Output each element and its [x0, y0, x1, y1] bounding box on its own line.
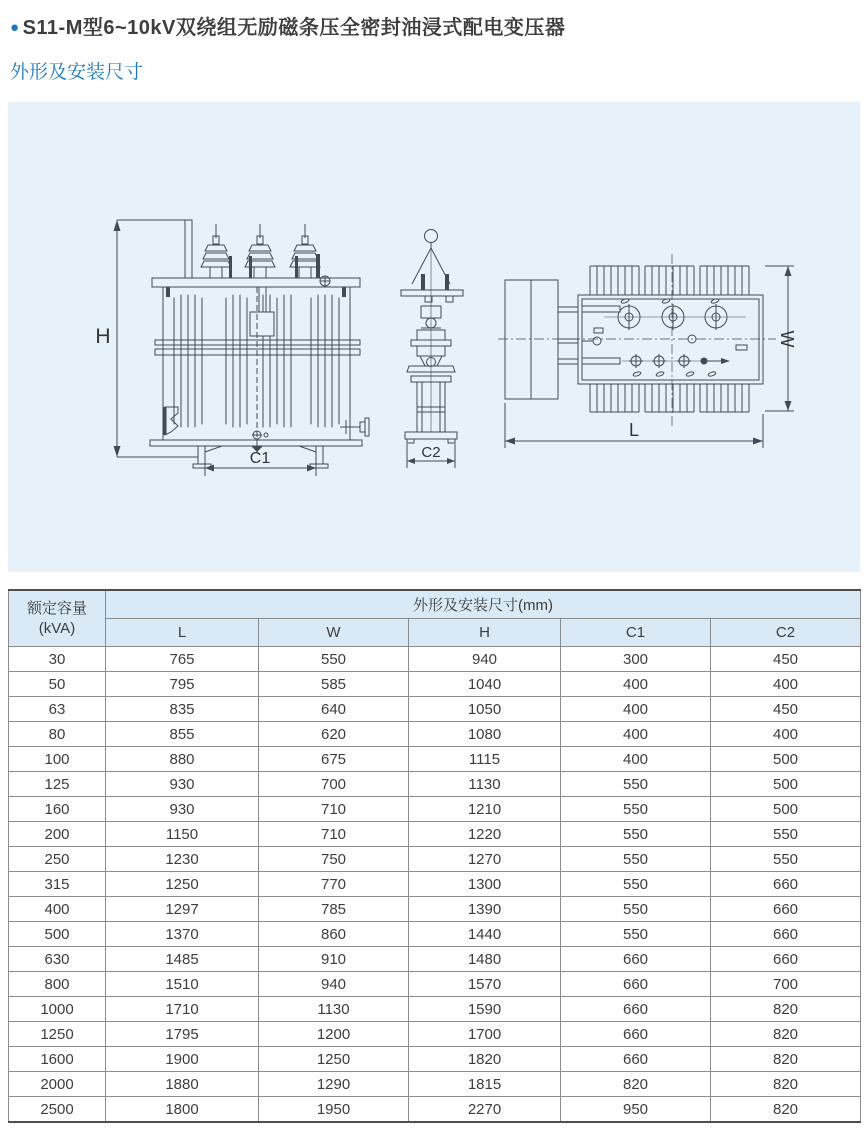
- table-row: [9, 997, 861, 1022]
- table-row: [9, 822, 861, 847]
- table-row: [9, 1097, 861, 1123]
- side-view-drawing: [401, 230, 463, 469]
- capacity-header: [9, 590, 106, 647]
- dimension-value: 860: [259, 922, 409, 947]
- dim-label-c1: C1: [249, 450, 271, 467]
- dimension-value: 675: [259, 747, 409, 772]
- dimension-value: 820: [711, 997, 861, 1022]
- dimension-value: 400: [561, 722, 711, 747]
- dim-label-c2: C2: [421, 444, 441, 461]
- capacity-value: 800: [9, 972, 106, 997]
- group-header: 外形及安装尺寸(mm): [106, 590, 861, 619]
- dimension-value: 660: [561, 1047, 711, 1072]
- dimension-value: 640: [259, 697, 409, 722]
- dimension-value: 1230: [106, 847, 259, 872]
- dimension-value: 550: [711, 847, 861, 872]
- dimension-value: 1440: [409, 922, 561, 947]
- dimension-value: 1050: [409, 697, 561, 722]
- dimension-value: 930: [106, 797, 259, 822]
- front-view-drawing: [95, 220, 369, 476]
- capacity-value: 125: [9, 772, 106, 797]
- dimension-value: 500: [711, 772, 861, 797]
- dimension-value: 785: [259, 897, 409, 922]
- capacity-value: 400: [9, 897, 106, 922]
- dimension-value: 765: [106, 647, 259, 672]
- dimension-value: 835: [106, 697, 259, 722]
- dimension-value: 1080: [409, 722, 561, 747]
- dimension-value: 1210: [409, 797, 561, 822]
- top-view-drawing: [498, 254, 797, 448]
- capacity-header-unit: (kVA): [38, 619, 76, 637]
- dimension-value: 1300: [409, 872, 561, 897]
- dimension-value: 710: [259, 822, 409, 847]
- dimension-value: 1900: [106, 1047, 259, 1072]
- table-row: [9, 747, 861, 772]
- capacity-value: 630: [9, 947, 106, 972]
- dimension-value: 660: [711, 922, 861, 947]
- dimension-value: 550: [259, 647, 409, 672]
- dimension-value: 820: [711, 1047, 861, 1072]
- dimension-value: 660: [561, 972, 711, 997]
- dimension-value: 400: [561, 747, 711, 772]
- dimension-value: 820: [711, 1097, 861, 1123]
- table-row: [9, 647, 861, 672]
- dimension-value: 940: [259, 972, 409, 997]
- table-row: [9, 972, 861, 997]
- dimension-value: 550: [561, 797, 711, 822]
- dimension-value: 880: [106, 747, 259, 772]
- header-row-1: [9, 590, 861, 619]
- capacity-value: 50: [9, 672, 106, 697]
- capacity-value: 500: [9, 922, 106, 947]
- diagram-panel: [8, 102, 860, 572]
- dimension-value: 400: [561, 672, 711, 697]
- dimension-value: 820: [711, 1022, 861, 1047]
- dimension-value: 1250: [106, 872, 259, 897]
- dimension-value: 1570: [409, 972, 561, 997]
- dimension-value: 950: [561, 1097, 711, 1123]
- dimension-value: 550: [561, 847, 711, 872]
- dimension-value: 1815: [409, 1072, 561, 1097]
- dimension-value: 400: [561, 697, 711, 722]
- dimension-value: 500: [711, 797, 861, 822]
- dimension-value: 940: [409, 647, 561, 672]
- dimension-value: 855: [106, 722, 259, 747]
- dimension-value: 1040: [409, 672, 561, 697]
- dimension-value: 1700: [409, 1022, 561, 1047]
- dimension-value: 1480: [409, 947, 561, 972]
- table-head: [9, 590, 861, 647]
- dimension-value: 660: [561, 997, 711, 1022]
- dimension-value: 1390: [409, 897, 561, 922]
- dimension-value: 700: [259, 772, 409, 797]
- dim-label-h: H: [95, 325, 111, 348]
- col-header-c2: C2: [711, 619, 861, 647]
- capacity-value: 160: [9, 797, 106, 822]
- dimension-value: 550: [561, 772, 711, 797]
- table-row: [9, 797, 861, 822]
- header-row-2: [9, 619, 861, 647]
- technical-drawing: [8, 102, 860, 572]
- dimension-value: 660: [561, 947, 711, 972]
- dimension-value: 910: [259, 947, 409, 972]
- page-title: [0, 0, 867, 42]
- dimension-value: 1270: [409, 847, 561, 872]
- dimension-value: 700: [711, 972, 861, 997]
- dimension-value: 1115: [409, 747, 561, 772]
- capacity-value: 1600: [9, 1047, 106, 1072]
- capacity-value: 250: [9, 847, 106, 872]
- dimension-value: 1130: [259, 997, 409, 1022]
- table-row: [9, 1072, 861, 1097]
- table-row: [9, 897, 861, 922]
- dimension-value: 450: [711, 697, 861, 722]
- dimension-value: 1130: [409, 772, 561, 797]
- capacity-value: 315: [9, 872, 106, 897]
- dim-label-w: W: [777, 330, 797, 348]
- dimension-value: 550: [711, 822, 861, 847]
- dimension-value: 1800: [106, 1097, 259, 1123]
- col-header-w: W: [259, 619, 409, 647]
- dimension-value: 820: [561, 1072, 711, 1097]
- capacity-header-title: 额定容量: [26, 599, 87, 617]
- dimension-value: 770: [259, 872, 409, 897]
- dimension-value: 1370: [106, 922, 259, 947]
- dimension-value: 2270: [409, 1097, 561, 1123]
- dimension-value: 500: [711, 747, 861, 772]
- dimension-value: 1200: [259, 1022, 409, 1047]
- col-header-c1: C1: [561, 619, 711, 647]
- dimension-value: 1250: [259, 1047, 409, 1072]
- bullet-icon: ●: [10, 19, 20, 36]
- dimension-value: 750: [259, 847, 409, 872]
- dimension-value: 1150: [106, 822, 259, 847]
- col-header-l: L: [106, 619, 259, 647]
- table-row: [9, 1047, 861, 1072]
- table-row: [9, 872, 861, 897]
- table-row: [9, 722, 861, 747]
- capacity-value: 30: [9, 647, 106, 672]
- dimension-value: 710: [259, 797, 409, 822]
- dimension-value: 795: [106, 672, 259, 697]
- dimension-value: 1710: [106, 997, 259, 1022]
- dimension-value: 550: [561, 897, 711, 922]
- table-row: [9, 697, 861, 722]
- dimension-value: 1590: [409, 997, 561, 1022]
- dimension-value: 550: [561, 922, 711, 947]
- dimension-value: 550: [561, 872, 711, 897]
- dimension-value: 450: [711, 647, 861, 672]
- dimension-value: 820: [711, 1072, 861, 1097]
- table-row: [9, 672, 861, 697]
- dimension-value: 660: [711, 947, 861, 972]
- dim-label-l: L: [628, 420, 640, 440]
- dimension-value: 300: [561, 647, 711, 672]
- dimension-value: 400: [711, 672, 861, 697]
- capacity-value: 80: [9, 722, 106, 747]
- table-row: [9, 922, 861, 947]
- capacity-value: 1250: [9, 1022, 106, 1047]
- col-header-h: H: [409, 619, 561, 647]
- dimension-value: 585: [259, 672, 409, 697]
- capacity-value: 2000: [9, 1072, 106, 1097]
- dimension-value: 1950: [259, 1097, 409, 1123]
- table-row: [9, 947, 861, 972]
- table-row: [9, 1022, 861, 1047]
- title-text: S11-M型6~10kV双绕组无励磁条压全密封油浸式配电变压器: [22, 17, 566, 39]
- dimension-value: 660: [711, 872, 861, 897]
- capacity-value: 63: [9, 697, 106, 722]
- dimension-value: 660: [711, 897, 861, 922]
- dimension-value: 1485: [106, 947, 259, 972]
- dimension-value: 620: [259, 722, 409, 747]
- dimension-value: 930: [106, 772, 259, 797]
- dimension-value: 1880: [106, 1072, 259, 1097]
- dimension-value: 1510: [106, 972, 259, 997]
- capacity-value: 2500: [9, 1097, 106, 1123]
- table-body: [9, 647, 861, 1123]
- dimension-value: 400: [711, 722, 861, 747]
- section-heading: 外形及安装尺寸: [10, 62, 144, 83]
- table-row: [9, 847, 861, 872]
- capacity-value: 200: [9, 822, 106, 847]
- dimension-value: 1220: [409, 822, 561, 847]
- dimensions-table: [8, 589, 861, 1123]
- dimension-value: 1290: [259, 1072, 409, 1097]
- table-row: [9, 772, 861, 797]
- capacity-value: 1000: [9, 997, 106, 1022]
- capacity-value: 100: [9, 747, 106, 772]
- dimension-value: 1297: [106, 897, 259, 922]
- dimension-value: 1820: [409, 1047, 561, 1072]
- dimension-value: 660: [561, 1022, 711, 1047]
- dimension-value: 550: [561, 822, 711, 847]
- dimension-value: 1795: [106, 1022, 259, 1047]
